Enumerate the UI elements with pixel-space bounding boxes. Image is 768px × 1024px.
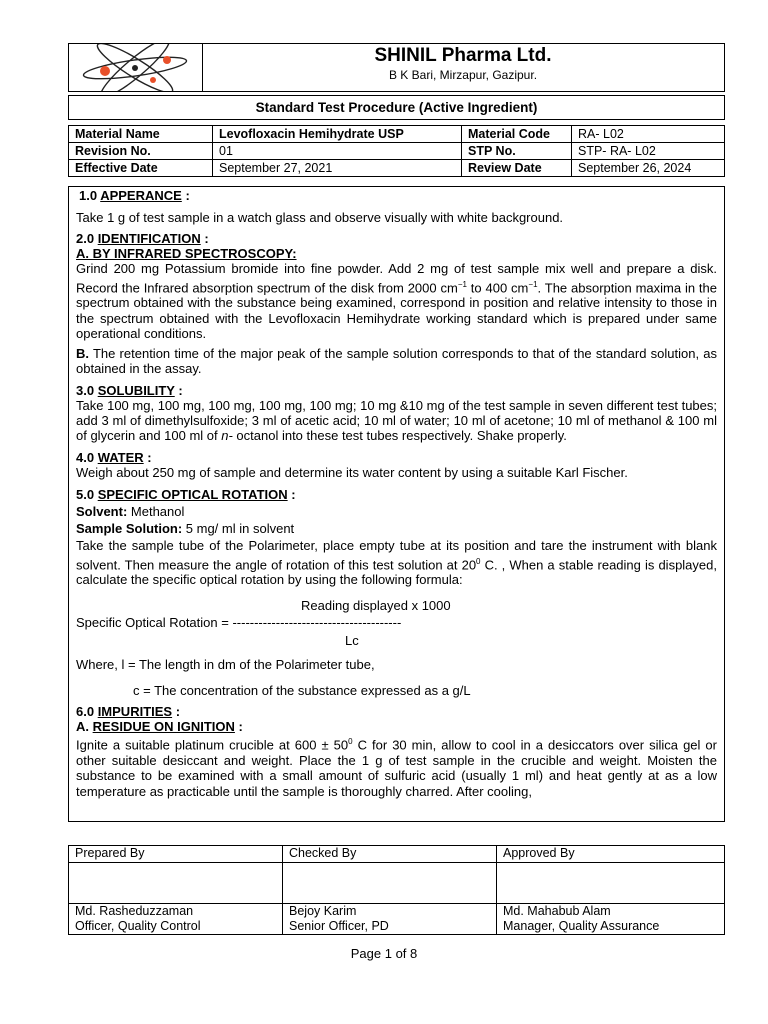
section-5-text: Take the sample tube of the Polarimeter, place empty tube at its position and tare the instrument with blank solvent. Then measure the angle of rotation of this test solution at $20^0$ C. , When a stable reading is displayed, calculate the specific optical rotation by using the following formula:	[76, 538, 717, 588]
approved-signature-cell	[497, 863, 725, 904]
review-date: September 26, 2024	[572, 160, 725, 177]
material-info-table	[68, 125, 725, 177]
section-2b-text: B. The retention time of the major peak of the sample solution corresponds to that of the standard solution, as obtained in the assay.	[76, 346, 717, 377]
header-box	[68, 43, 725, 92]
company-address: B K Bari, Mirzapur, Gazipur.	[388, 68, 538, 82]
prepared-by-cell	[69, 904, 283, 935]
material-code: RA- L02	[572, 126, 725, 143]
section-1-heading: 1.0 APPERANCE :	[79, 188, 190, 203]
approved-by-title: Manager, Quality Assurance	[503, 919, 660, 933]
document-title: Standard Test Procedure (Active Ingredient)	[255, 100, 538, 115]
formula-numerator: Reading displayed x 1000	[301, 597, 451, 613]
stp-label: STP No.	[462, 143, 572, 160]
material-name-label: Material Name	[69, 126, 213, 143]
section-5-heading: 5.0 SPECIFIC OPTICAL ROTATION :	[76, 486, 296, 502]
checked-by-title: Senior Officer, PD	[289, 919, 389, 933]
sample-solution-line: Sample Solution: 5 mg/ ml in solvent	[76, 521, 295, 537]
formula-denominator: Lc	[345, 632, 359, 648]
revision-label: Revision No.	[69, 143, 213, 160]
approved-by-name: Md. Mahabub Alam	[503, 904, 611, 918]
revision: 01	[213, 143, 462, 160]
material-code-label: Material Code	[462, 126, 572, 143]
section-1-text: Take 1 g of test sample in a watch glass and observe visually with white background.	[76, 210, 564, 225]
checked-signature-cell	[283, 863, 497, 904]
section-3-heading: 3.0 SOLUBILITY :	[76, 382, 183, 398]
section-4-text: Weigh about 250 mg of sample and determine its water content by using a suitable Karl Fischer.	[76, 464, 628, 480]
stp-number: STP- RA- L02	[572, 143, 725, 160]
formula-line: Specific Optical Rotation = ---------------------------------------	[76, 614, 402, 630]
prepared-by-name: Md. Rasheduzzaman	[75, 904, 194, 918]
section-6a-text: Ignite a suitable platinum crucible at $600 \pm 50^0$ C for 30 min, allow to cool in a desiccators over silica gel or other suitable desiccant and weight. Place the 1 g of test sample in the crucible and weight. Moisten the substance to be examined with a small amount of sulfuric acid (usually 1 ml) and heat gently at as a low temperature as practicable until the sample is thoroughly charred. After cooling,	[76, 737, 717, 799]
section-2a-heading: A. BY INFRARED SPECTROSCOPY:	[76, 246, 297, 262]
prepared-by-label: Prepared By	[69, 846, 283, 863]
procedure-body	[68, 186, 725, 822]
section-6-heading: 6.0 IMPURITIES :	[76, 704, 181, 720]
logo	[69, 44, 203, 91]
section-4-heading: 4.0 WATER :	[76, 449, 152, 465]
review-date-label: Review Date	[462, 160, 572, 177]
where-length-line: Where, l = The length in dm of the Polarimeter tube,	[76, 656, 375, 672]
effective-date: September 27, 2021	[213, 160, 462, 177]
checked-by-label: Checked By	[283, 846, 497, 863]
material-name: Levofloxacin Hemihydrate USP	[213, 126, 462, 143]
signature-table	[68, 845, 725, 935]
section-3-text: Take 100 mg, 100 mg, 100 mg, 100 mg, 100 mg; 10 mg &10 mg of the test sample in seven different test tubes; add 3 ml of dimethylsulfoxide; 3 ml of acetic acid; 10 ml of water; 10 ml of acetone; 10 ml of methanol & 100 ml of glycerin and 100 ml of n- octanol into these test tubes respectively. Shake properly.	[76, 397, 717, 444]
prepared-signature-cell	[69, 863, 283, 904]
solvent-line: Solvent: Methanol	[76, 503, 185, 519]
where-concentration-line: c = The concentration of the substance expressed as a g/L	[133, 683, 471, 698]
approved-by-cell	[497, 904, 725, 935]
company-name: SHINIL Pharma Ltd.	[374, 45, 552, 66]
checked-by-name: Bejoy Karim	[289, 904, 357, 918]
approved-by-label: Approved By	[497, 846, 725, 863]
document-title-box	[68, 95, 725, 120]
checked-by-cell	[283, 904, 497, 935]
page-number: Page 1 of 8	[350, 946, 418, 961]
prepared-by-title: Officer, Quality Control	[75, 919, 201, 933]
atom-logo-icon	[69, 44, 202, 91]
effective-date-label: Effective Date	[69, 160, 213, 177]
section-6a-heading: A. RESIDUE ON IGNITION :	[76, 719, 243, 735]
section-2-heading: 2.0 IDENTIFICATION :	[76, 231, 209, 247]
section-2a-text: Grind 200 mg Potassium bromide into fine powder. Add 2 mg of test sample mix well and prepare a disk. Record the Infrared absorption spectrum of the disk from 2000 $cm^{-1}$ to 400 $cm^{-1}$. The absorption maxima in the spectrum obtained with the substance being examined, correspond in position and relative intensity to those in the spectrum obtained with the Levofloxacin Hemihydrate working standard which is prepared under same operational conditions.	[76, 261, 717, 341]
